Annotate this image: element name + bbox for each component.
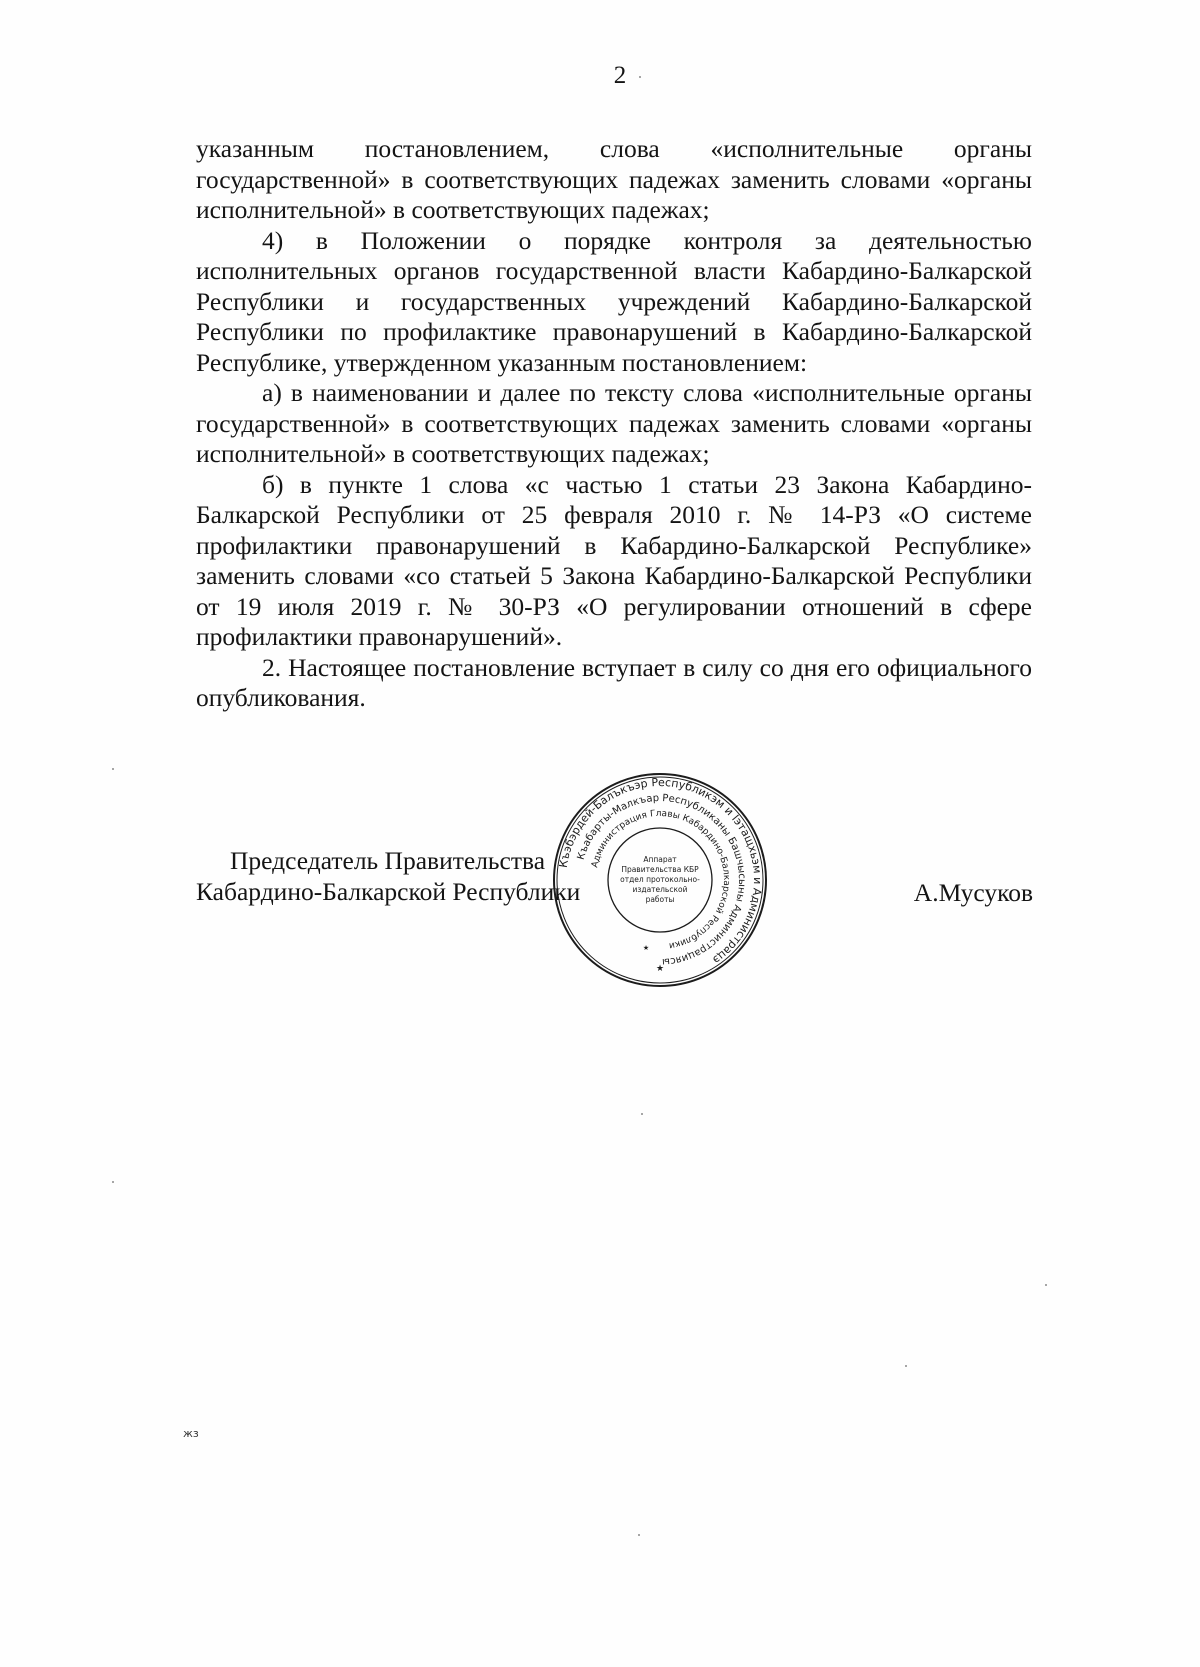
official-seal xyxy=(550,770,770,990)
executor-mark: жз xyxy=(183,1427,199,1440)
paragraph-continuation: указанным постановлением, слова «исполнительные органы государственной» в соответствующих падежах заменить словами «органы исполнительной» в соответствующих падежах; xyxy=(196,134,1032,224)
scan-speck xyxy=(905,1365,907,1367)
paragraph-subitem-b: б) в пункте 1 слова «с частью 1 статьи 23 Закона Кабардино-Балкарской Республики от 25 февраля 2010 г. № 14-РЗ «О системе профилактики правонарушений в Кабардино-Балкарской Республике» заменить словами «со статьей 5 Закона Кабардино-Балкарской Республики от 19 июля 2019 г. № 30-РЗ «О регулировании отношений в сфере профилактики правонарушений». xyxy=(196,469,1032,651)
signatory-title-line-1: Председатель Правительства xyxy=(230,846,546,875)
signatory-title-line-2: Кабардино-Балкарской Республики xyxy=(196,877,581,906)
seal-star-small-icon: ★ xyxy=(642,944,650,952)
seal-outer-ring-text: Къэбэрдей-Балъкъэр Республикэм и Iэтащхьэм и Администрацэ xyxy=(556,775,765,967)
seal-center-line-3: отдел протокольно- xyxy=(620,875,700,884)
seal-center-line-5: работы xyxy=(645,895,675,904)
seal-middle-ring-text: Къабарты-Малкъар Республиканы Башчысыны Администрациясы xyxy=(575,792,748,968)
paragraph-clause-2: 2. Настоящее постановление вступает в силу со дня его официального опубликования. xyxy=(196,652,1032,712)
scan-speck xyxy=(1045,1284,1047,1286)
page-number: 2 xyxy=(613,62,627,89)
scan-speck xyxy=(112,768,114,770)
scan-speck xyxy=(638,1534,640,1536)
paragraph-subitem-a: а) в наименовании и далее по тексту слова «исполнительные органы государственной» в соответствующих падежах заменить словами «органы исполнительной» в соответствующих падежах; xyxy=(196,378,1032,468)
signatory-title xyxy=(196,845,580,907)
scan-speck xyxy=(112,1181,114,1183)
seal-inner-ring-text: Администрация Главы Кабардино-Балкарской Республики xyxy=(590,808,732,951)
seal-center-line-2: Правительства КБР xyxy=(621,865,699,874)
seal-center-line-4: издательской xyxy=(632,885,688,894)
seal-center-line-1: Аппарат xyxy=(643,855,677,864)
document-body xyxy=(196,134,1032,714)
paragraph-item-4: 4) в Положении о порядке контроля за деятельностью исполнительных органов государственной власти Кабардино-Балкарской Республики и государственных учреждений Кабардино-Балкарской Республики по профилактике правонарушений в Кабардино-Балкарской Республике, утвержденном указанным постановлением: xyxy=(196,225,1032,377)
signatory-name: А.Мусуков xyxy=(913,878,1033,907)
scan-speck xyxy=(641,1113,643,1115)
seal-star-icon: ★ xyxy=(655,964,665,974)
scan-speck xyxy=(639,76,641,78)
